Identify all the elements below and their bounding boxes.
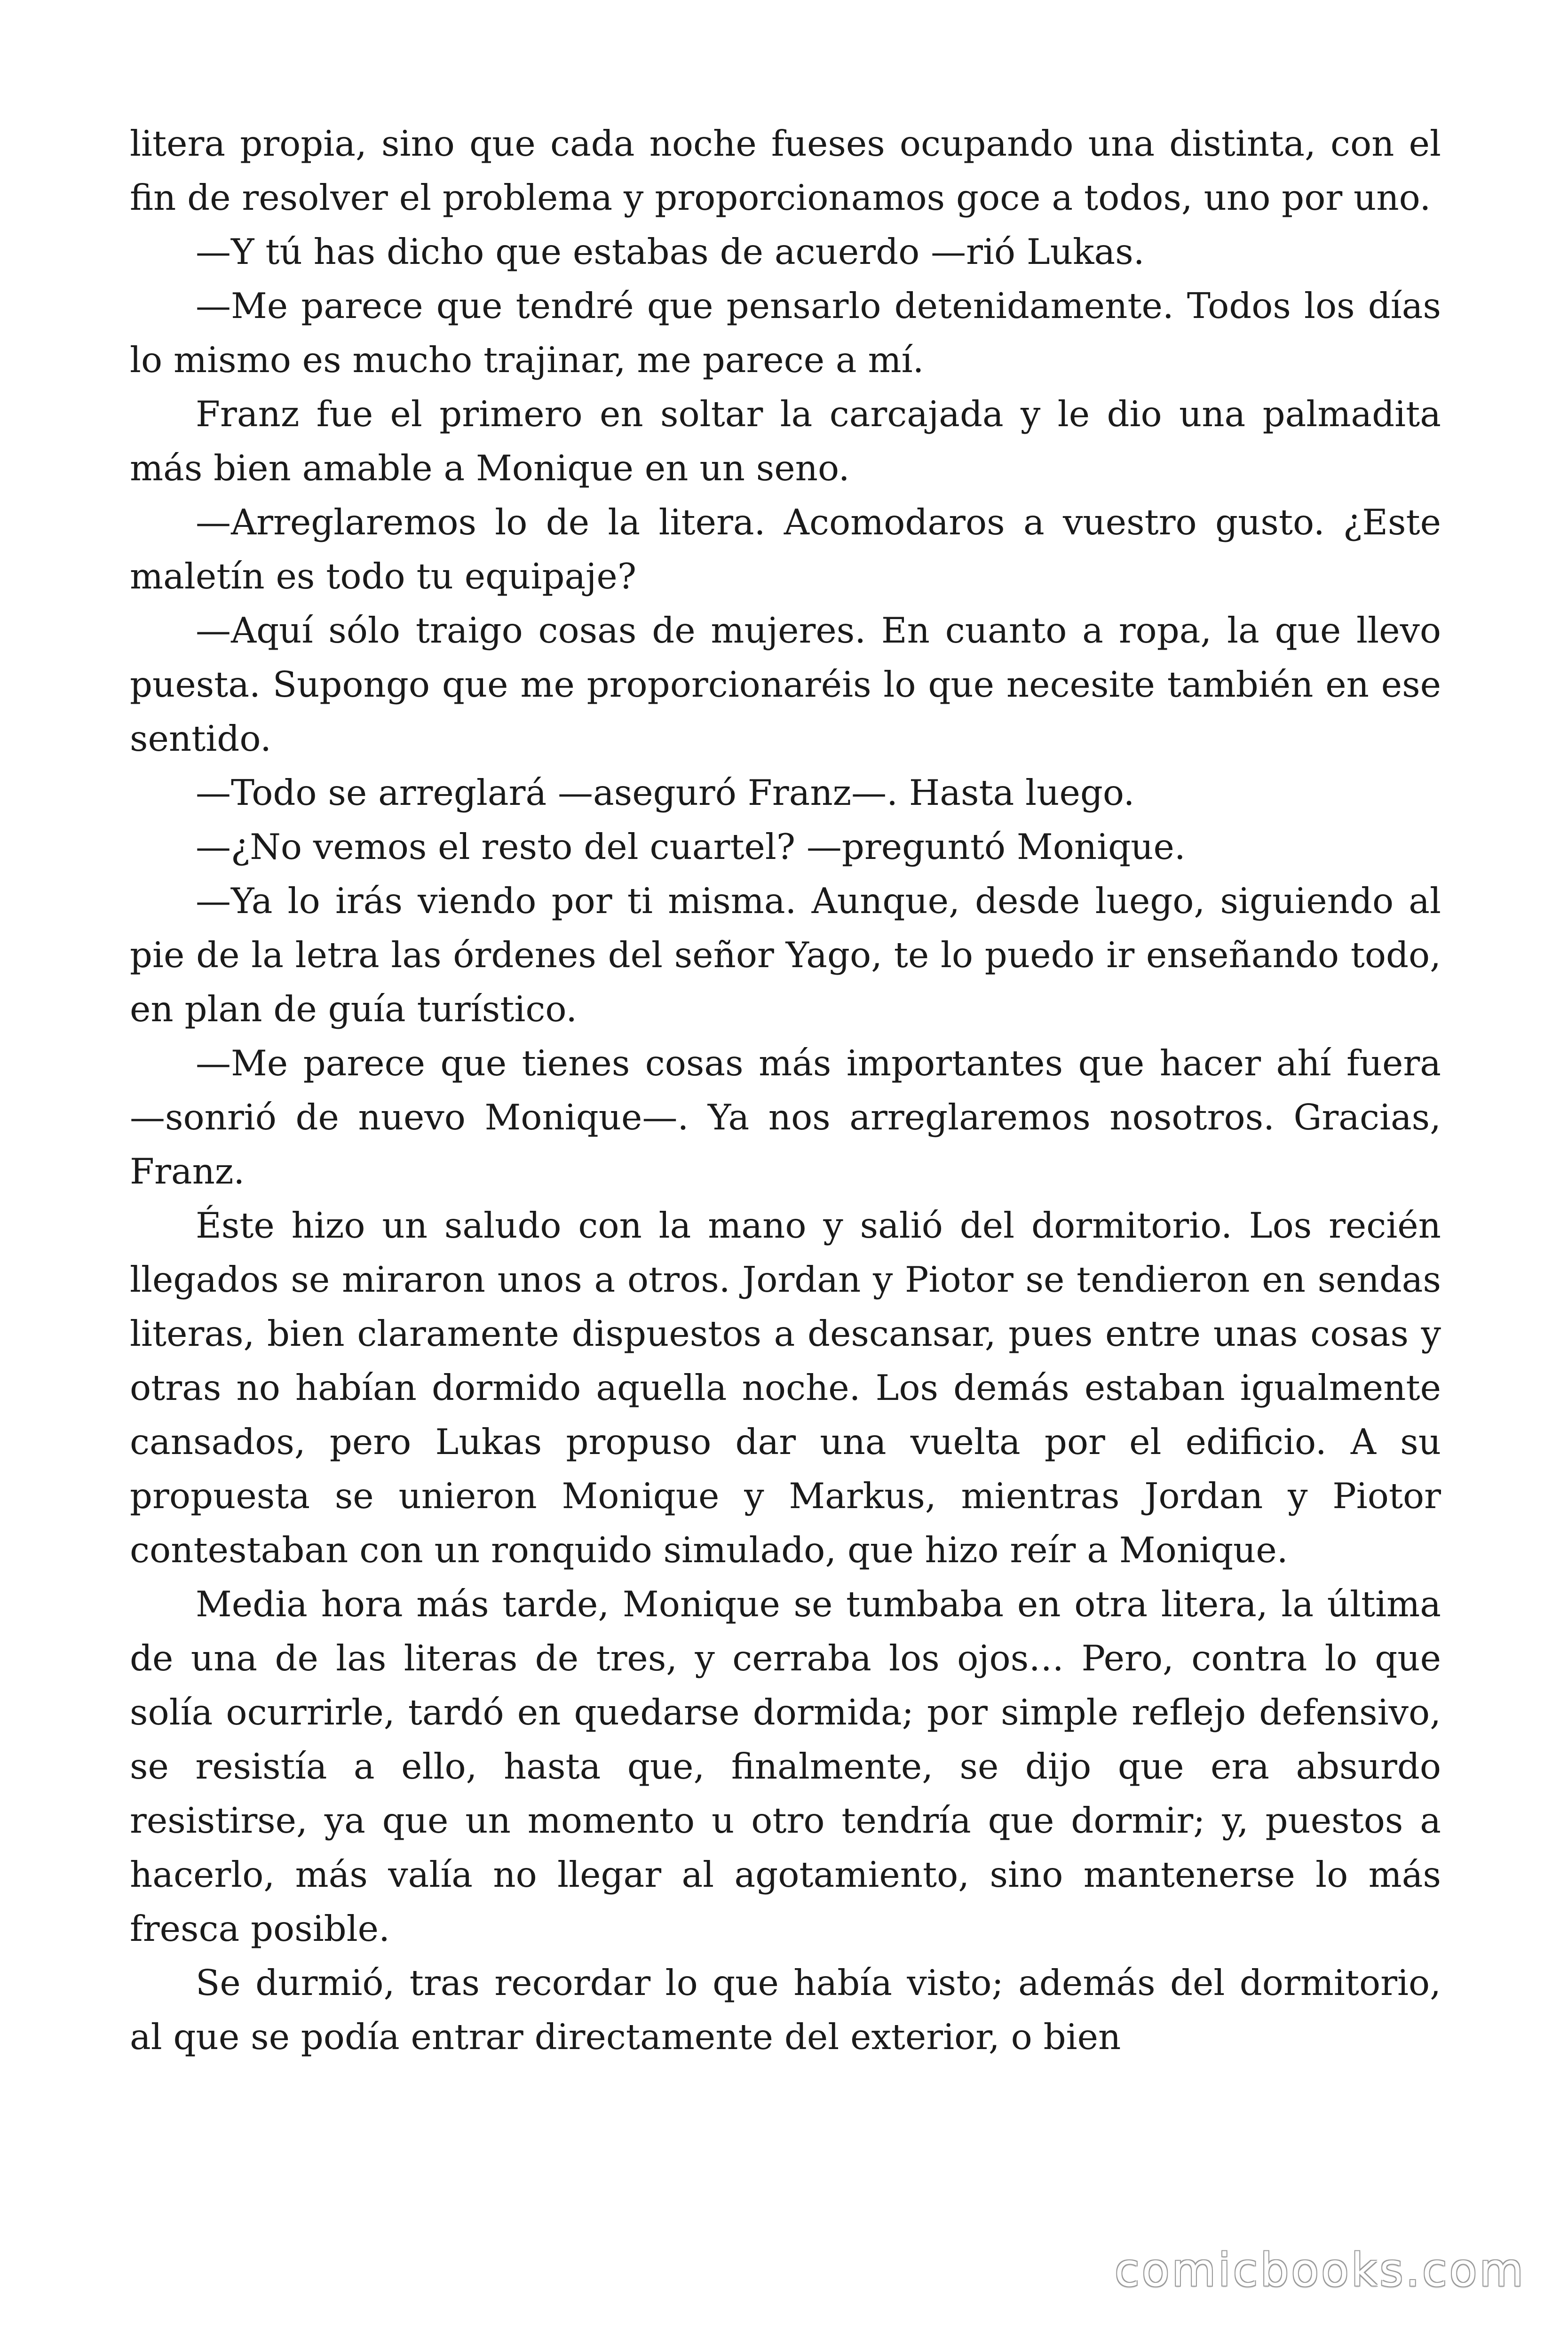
page-text xyxy=(130,117,1441,2064)
paragraph: litera propia, sino que cada noche fueses ocupando una distinta, con el fin de resolver el problema y proporcionamos goce a todos, uno por uno. xyxy=(130,123,1441,218)
paragraph: Se durmió, tras recordar lo que había visto; además del dormitorio, al que se podía entrar directamente del exterior, o bien xyxy=(130,1962,1441,2058)
paragraph: —¿No vemos el resto del cuartel? —preguntó Monique. xyxy=(196,826,1186,867)
watermark: comicbooks.com xyxy=(1114,2244,1526,2296)
paragraph: —Arreglaremos lo de la litera. Acomodaros a vuestro gusto. ¿Este maletín es todo tu equipaje? xyxy=(130,501,1441,597)
paragraph: Franz fue el primero en soltar la carcajada y le dio una palmadita más bien amable a Monique en un seno. xyxy=(130,393,1441,489)
paragraph: —Aquí sólo traigo cosas de mujeres. En cuanto a ropa, la que llevo puesta. Supongo que me proporcionaréis lo que necesite también en ese sentido. xyxy=(130,610,1441,759)
paragraph: —Ya lo irás viendo por ti misma. Aunque, desde luego, siguiendo al pie de la letra las órdenes del señor Yago, te lo puedo ir enseñando todo, en plan de guía turístico. xyxy=(130,880,1441,1030)
paragraph: —Me parece que tienes cosas más importantes que hacer ahí fuera —sonrió de nuevo Monique—. Ya nos arreglaremos nosotros. Gracias, Franz. xyxy=(130,1042,1441,1192)
paragraph: —Y tú has dicho que estabas de acuerdo —rió Lukas. xyxy=(196,231,1145,272)
paragraph: —Todo se arreglará —aseguró Franz—. Hasta luego. xyxy=(196,772,1135,813)
paragraph: —Me parece que tendré que pensarlo detenidamente. Todos los días lo mismo es mucho trajinar, me parece a mí. xyxy=(130,285,1441,381)
paragraph: Media hora más tarde, Monique se tumbaba en otra litera, la última de una de las literas de tres, y cerraba los ojos… Pero, contra lo que solía ocurrirle, tardó en quedarse dormida; por simple reflejo defensivo, se resistía a ello, hasta que, finalmente, se dijo que era absurdo resistirse, ya que un momento u otro tendría que dormir; y, puestos a hacerlo, más valía no llegar al agotamiento, sino mantenerse lo más fresca posible. xyxy=(130,1583,1441,1949)
paragraph: Éste hizo un saludo con la mano y salió del dormitorio. Los recién llegados se miraron unos a otros. Jordan y Piotor se tendieron en sendas literas, bien claramente dispuestos a descansar, pues entre unas cosas y otras no habían dormido aquella noche. Los demás estaban igualmente cansados, pero Lukas propuso dar una vuelta por el edificio. A su propuesta se unieron Monique y Markus, mientras Jordan y Piotor contestaban con un ronquido simulado, que hizo reír a Monique. xyxy=(130,1205,1441,1571)
